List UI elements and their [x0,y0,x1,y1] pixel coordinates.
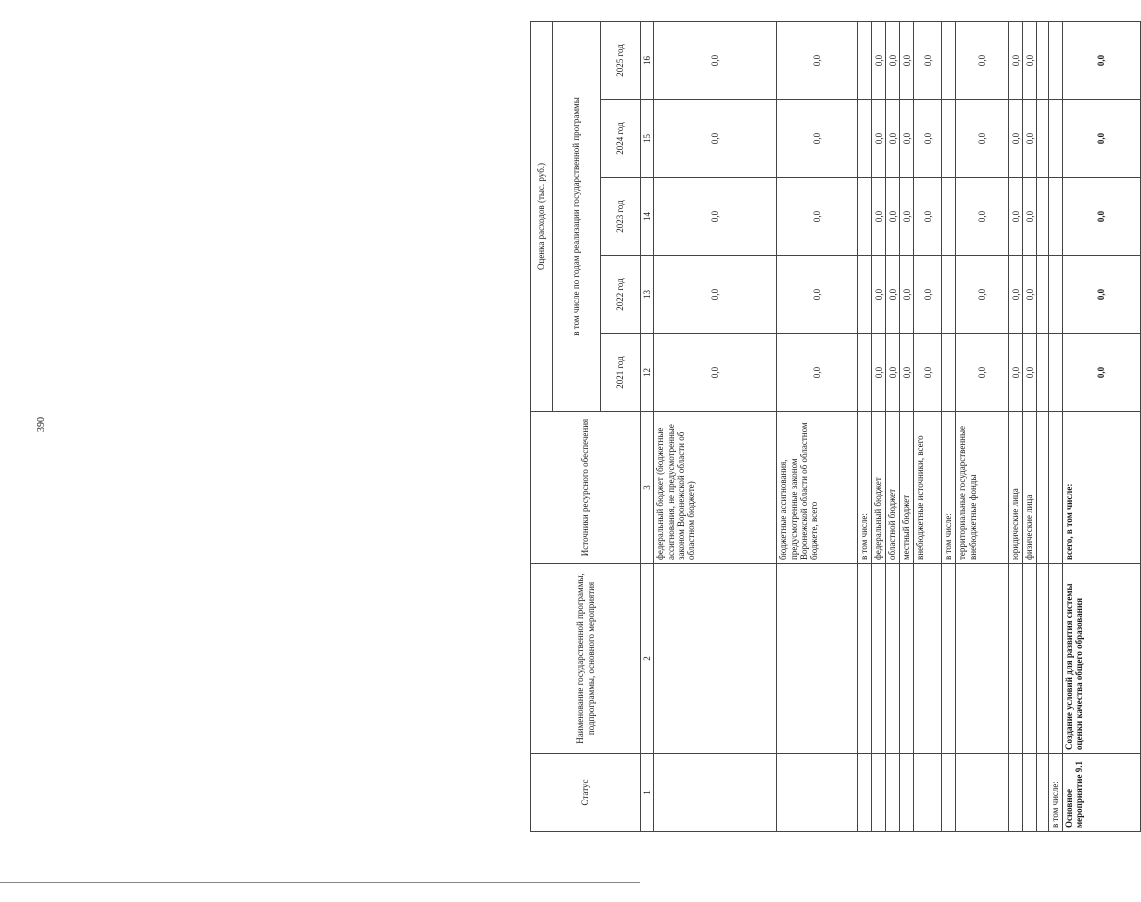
header-year: 2025 год [601,21,641,99]
value-cell: 0,0 [872,178,886,256]
status-cell [942,754,956,832]
source-cell: в том числе: [858,412,872,564]
table-row [942,21,956,831]
status-cell [886,754,900,832]
name-cell [858,564,872,754]
header-estimate: Оценка расходов (тыс. руб.) [531,21,553,411]
value-cell: 0,0 [900,334,914,412]
table-row [1062,21,1140,831]
value-cell [1037,334,1049,412]
value-cell: 0,0 [886,256,900,334]
col-number: 1 [641,754,654,832]
status-cell [956,754,1009,832]
rotated-page [530,22,1107,832]
source-cell: всего, в том числе: [1062,412,1140,564]
table-row [872,21,886,831]
name-cell [1049,564,1062,754]
col-number: 16 [641,21,654,99]
table-row [654,21,777,831]
source-cell: бюджетные ассигнования, предусмотренные законом Воронежской области об областном бюджете, всего [777,412,858,564]
value-cell [1037,178,1049,256]
header-source: Источники ресурсного обеспечения [531,412,641,564]
source-cell [1037,412,1049,564]
value-cell [1037,21,1049,99]
name-cell [914,564,942,754]
value-cell [1049,100,1062,178]
value-cell: 0,0 [654,100,777,178]
table-row [900,21,914,831]
value-cell: 0,0 [872,334,886,412]
value-cell: 0,0 [1023,178,1037,256]
source-cell: областной бюджет [886,412,900,564]
value-cell: 0,0 [1009,256,1023,334]
value-cell: 0,0 [900,178,914,256]
value-cell: 0,0 [956,100,1009,178]
col-number: 15 [641,100,654,178]
status-cell [654,754,777,832]
table-row [1009,21,1023,831]
value-cell: 0,0 [777,256,858,334]
value-cell [1049,256,1062,334]
value-cell [1049,21,1062,99]
value-cell: 0,0 [654,21,777,99]
name-cell [900,564,914,754]
table-row [1023,21,1037,831]
table-row [1049,21,1062,831]
value-cell [942,256,956,334]
value-cell: 0,0 [886,100,900,178]
name-cell [872,564,886,754]
value-cell: 0,0 [914,100,942,178]
status-cell [1037,754,1049,832]
value-cell: 0,0 [872,256,886,334]
value-cell [1037,100,1049,178]
value-cell [858,21,872,99]
status-cell [914,754,942,832]
col-number: 13 [641,256,654,334]
value-cell: 0,0 [654,178,777,256]
value-cell: 0,0 [1009,178,1023,256]
value-cell [942,334,956,412]
table-header [531,21,654,831]
value-cell: 0,0 [1009,334,1023,412]
header-year: 2022 год [601,256,641,334]
value-cell: 0,0 [1062,100,1140,178]
value-cell: 0,0 [956,21,1009,99]
value-cell: 0,0 [900,21,914,99]
status-cell [1023,754,1037,832]
value-cell [858,334,872,412]
status-cell: Основное мероприятие 9.1 [1062,754,1140,832]
value-cell: 0,0 [777,100,858,178]
status-cell [872,754,886,832]
value-cell: 0,0 [1062,21,1140,99]
table-row [956,21,1009,831]
header-status: Статус [531,754,641,832]
expense-table [530,21,1141,832]
source-cell: в том числе: [942,412,956,564]
value-cell: 0,0 [654,334,777,412]
table-row [777,21,858,831]
value-cell: 0,0 [956,334,1009,412]
status-cell [777,754,858,832]
name-cell [886,564,900,754]
value-cell: 0,0 [1009,21,1023,99]
value-cell [858,178,872,256]
value-cell: 0,0 [777,334,858,412]
value-cell: 0,0 [777,21,858,99]
value-cell [942,21,956,99]
value-cell [1049,334,1062,412]
value-cell: 0,0 [1062,334,1140,412]
name-cell [942,564,956,754]
status-cell [1009,754,1023,832]
source-cell: местный бюджет [900,412,914,564]
value-cell: 0,0 [1023,21,1037,99]
value-cell: 0,0 [1062,178,1140,256]
name-cell [1009,564,1023,754]
col-number: 3 [641,412,654,564]
value-cell: 0,0 [914,256,942,334]
value-cell [1037,256,1049,334]
value-cell: 0,0 [886,21,900,99]
value-cell: 0,0 [900,100,914,178]
name-cell [1037,564,1049,754]
header-year: 2023 год [601,178,641,256]
name-cell: Создание условий для развития системы оценки качества общего образования [1062,564,1140,754]
name-cell [777,564,858,754]
value-cell: 0,0 [956,178,1009,256]
value-cell: 0,0 [914,334,942,412]
value-cell: 0,0 [872,21,886,99]
table-row [1037,21,1049,831]
source-cell [1049,412,1062,564]
name-cell [654,564,777,754]
value-cell: 0,0 [886,178,900,256]
value-cell: 0,0 [914,178,942,256]
status-cell: в том числе: [1049,754,1062,832]
source-cell: федеральный бюджет (бюджетные ассигнования, не предусмотренные законом Воронежской области об областном бюджете) [654,412,777,564]
header-year: 2021 год [601,334,641,412]
table-row [886,21,900,831]
value-cell: 0,0 [872,100,886,178]
source-cell: внебюджетные источники, всего [914,412,942,564]
page-number: 390 [36,417,47,432]
value-cell: 0,0 [900,256,914,334]
col-number: 14 [641,178,654,256]
table-row [858,21,872,831]
status-cell [900,754,914,832]
value-cell [942,100,956,178]
header-year: 2024 год [601,100,641,178]
source-cell: юридические лица [1009,412,1023,564]
value-cell: 0,0 [1023,334,1037,412]
col-number: 2 [641,564,654,754]
table-row [914,21,942,831]
value-cell: 0,0 [1023,256,1037,334]
value-cell: 0,0 [956,256,1009,334]
value-cell: 0,0 [914,21,942,99]
name-cell [956,564,1009,754]
value-cell: 0,0 [777,178,858,256]
value-cell [1049,178,1062,256]
value-cell [858,256,872,334]
value-cell [942,178,956,256]
value-cell [858,100,872,178]
table-body [654,21,1140,831]
value-cell: 0,0 [1062,256,1140,334]
col-number: 12 [641,334,654,412]
page-bottom-rule [0,882,640,883]
name-cell [1023,564,1037,754]
value-cell: 0,0 [1023,100,1037,178]
source-cell: физические лица [1023,412,1037,564]
source-cell: федеральный бюджет [872,412,886,564]
status-cell [858,754,872,832]
value-cell: 0,0 [1009,100,1023,178]
header-by-years: в том числе по годам реализации государственной программы [553,21,601,411]
header-name: Наименование государственной программы, подпрограммы, основного мероприятия [531,564,641,754]
value-cell: 0,0 [654,256,777,334]
source-cell: территориальные государственные внебюджетные фонды [956,412,1009,564]
value-cell: 0,0 [886,334,900,412]
